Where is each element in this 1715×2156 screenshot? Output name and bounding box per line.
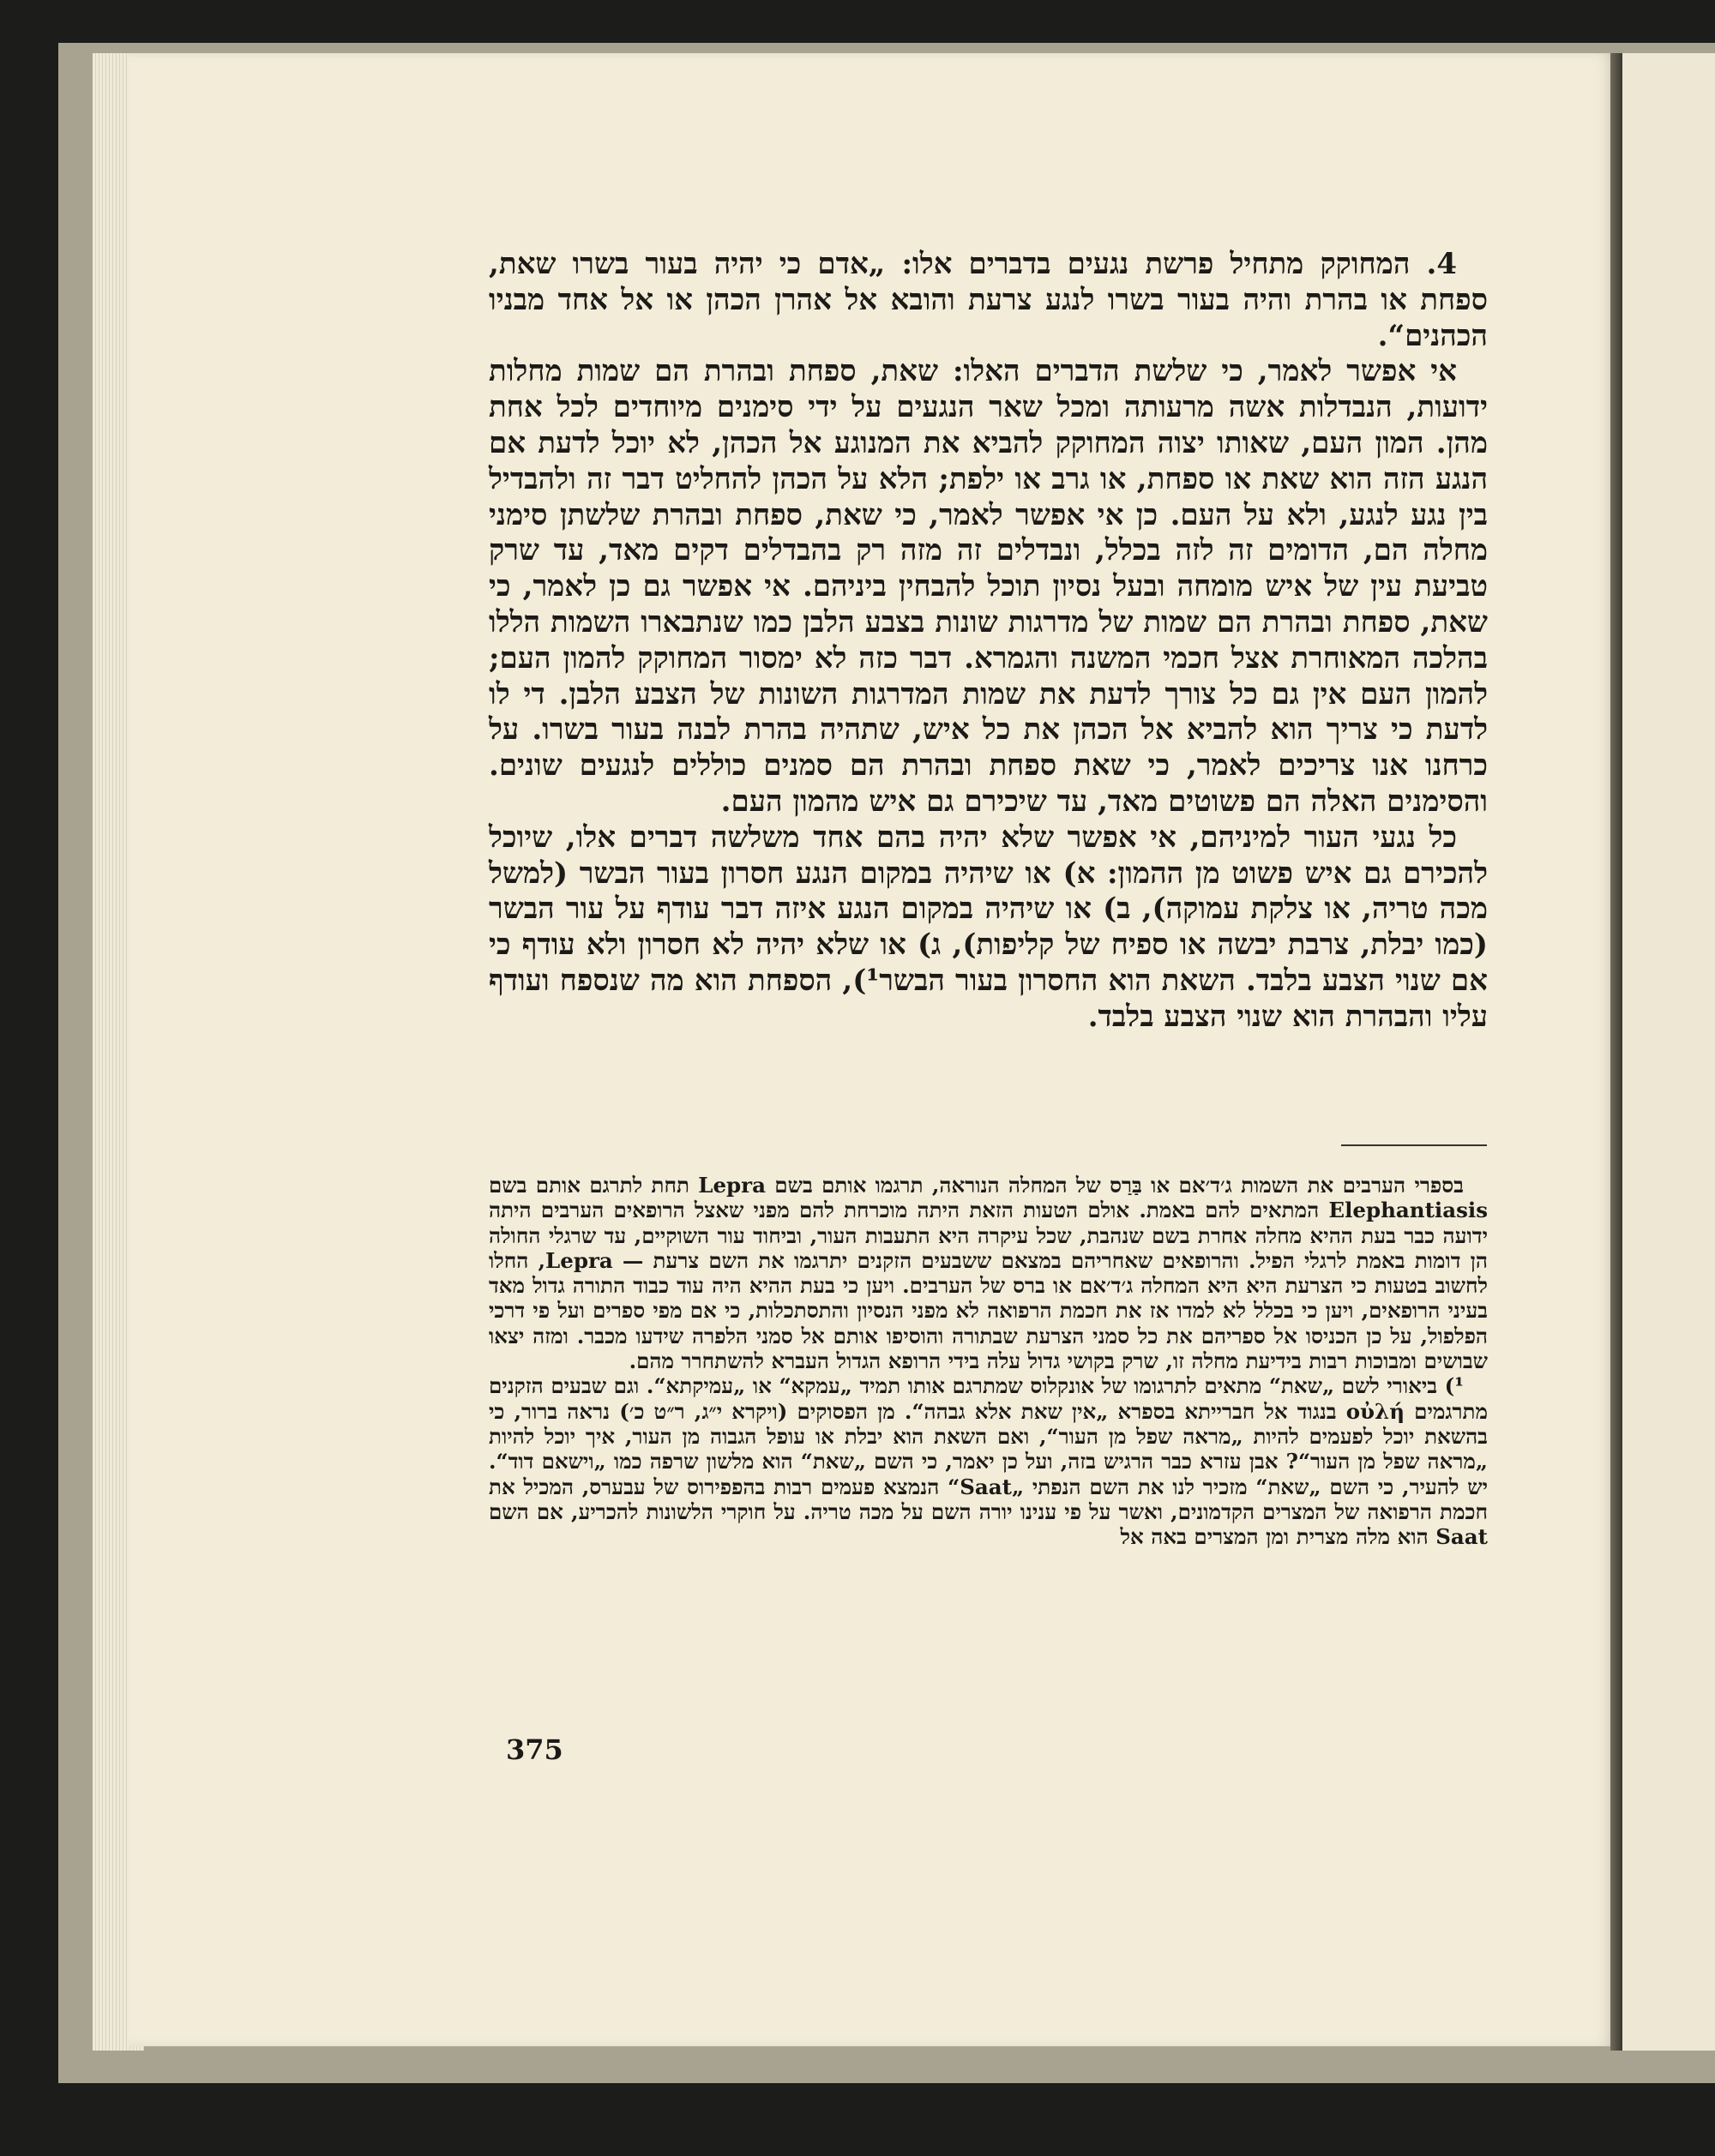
paragraph-section-4: 4. המחוקק מתחיל פרשת נגעים בדברים אלו: „אדם כי יהיה בעור בשרו שאת, ספחת או בהרת והיה בעור בשרו לנגע צרעת והובא אל אהרן הכהן או אל אחד מבניו הכהנים“. bbox=[489, 247, 1488, 353]
book-gutter bbox=[1610, 53, 1622, 2051]
footnotes bbox=[489, 1173, 1488, 1549]
footnote-1: ¹) ביאורי לשם „שאת“ מתאים לתרגומו של אונקלוס שמתרגם אותו תמיד „עמקא“ או „עמיקתא“. וגם שבעים הזקנים מתרגמים οὐλή בנגוד אל חברייתא בספרא „אין שאת אלא גבהה“. מן הפסוקים (ויקרא י״ג, ר״ט כ׳) נראה ברור, כי בהשאת יוכל לפעמים להיות „מראה שפל מן העור“, ואם השאת הוא יבלת או עופל הגבוה מן העור, איך יוכל להיות „מראה שפל מן העור“? אבן עזרא כבר הרגיש בזה, ועל כן יאמר, כי השם „שאת“ הוא מלשון שרפה כמו „וישאם דוד“. יש להעיר, כי השם „שאת“ מזכיר לנו את השם הנפתי „Saat“ הנמצא פעמים רבות בהפפירוס של עבערס, המכיל את חכמת הרפואה של המצרים הקדמונים, ואשר על פי ענינו יורה השם על מכה טריה. על חוקרי הלשונות להכריע, אם השם Saat הוא מלה מצרית ומן המצרים באה אל bbox=[489, 1373, 1488, 1550]
facing-page-edge bbox=[1622, 53, 1715, 2051]
paragraph-signs: כל נגעי העור למיניהם, אי אפשר שלא יהיה בהם אחד משלשה דברים אלו, שיוכל להכירם גם איש פשוט מן ההמון: א) או שיהיה במקום הנגע חסרון בעור הבשר (למשל מכה טריה, או צלקת עמוקה), ב) או שיהיה במקום הנגע איזה דבר עודף על עור הבשר (כמו יבלת, צרבת יבשה או ספיח של קליפות), ג) או שלא יהיה לא חסרון ולא עודף כי אם שנוי הצבע בלבד. השאת הוא החסרון בעור הבשר¹), הספחת הוא מה שנספח ועודף עליו והבהרת הוא שנוי הצבע בלבד. bbox=[489, 820, 1488, 1034]
main-text bbox=[489, 247, 1488, 1036]
page-number: 375 bbox=[506, 1733, 563, 1766]
footnote-continuation: בספרי הערבים את השמות ג׳ד׳אם או בַּרַס של המחלה הנוראה, תרגמו אותם בשם Lepra תחת לתרגם אותם בשם Elephantiasis המתאים להם באמת. אולם הטעות הזאת היתה מוכרחת להם מפני שאצל הרופאים הערבים היתה ידועה כבר בעת ההיא מחלה אחרת בשם שנהבת, שכל עיקרה היא התעבות העור, וביחוד עור השוקיים, עד שרגלי החולה הן דומות באמת לרגלי הפיל. והרופאים שאחריהם במצאם ששבעים הזקנים יתרגמו את השם צרעת — Lepra, החלו לחשוב בטעות כי הצרעת היא היא המחלה ג׳ד׳אם או ברס של הערבים. ויען כי בעת ההיא היה עוד כבוד התורה גדול מאד בעיני הרופאים, ויען כי בכלל לא למדו אז את חכמת הרפואה לא מפני הנסיון והתסתכלות, כי אם מפי ספרים ועל פי דרכי הפלפול, על כן הכניסו אל ספריהם את כל סמני הצרעת שבתורה והוסיפו אותם אל סמני הלפרה שידעו מכבר. ומזה יצאו שבושים ומבוכות רבות בידיעת מחלה זו, שרק בקושי גדול עלה בידי הרופא הגדול העברא להשתחרר מהם. bbox=[489, 1173, 1488, 1374]
paragraph-argument: אי אפשר לאמר, כי שלשת הדברים האלו: שאת, ספחת ובהרת הם שמות מחלות ידועות, הנבדלות אשה מרעותה ומכל שאר הנגעים על ידי סימנים מיוחדים לכל אחת מהן. המון העם, שאותו יצוה המחוקק להביא את המנוגע אל הכהן, לא יוכל לדעת אם הנגע הזה הוא שאת או ספחת, או גרב או ילפת; הלא על הכהן להחליט דבר זה ולהבדיל בין נגע לנגע, ולא על העם. כן אי אפשר לאמר, כי שאת, ספחת ובהרת שלשתן סימני מחלה הם, הדומים זה לזה בכלל, ונבדלים זה מזה רק בהבדלים דקים מאד, עד שרק טביעת עין של איש מומחה ובעל נסיון תוכל להבחין ביניהם. אי אפשר גם כן לאמר, כי שאת, ספחת ובהרת הם שמות של מדרגות שונות בצבע הלבן כמו שנתבארו השמות הללו בהלכה המאוחרת אצל חכמי המשנה והגמרא. דבר כזה לא ימסור המחוקק להמון העם; להמון העם אין גם כל צורך לדעת את שמות המדרגות השונות של הצבע הלבן. די לו לדעת כי צריך הוא להביא אל הכהן את כל איש, שתהיה בהרת לבנה בעור בשרו. על כרחנו אנו צריכים לאמר, כי שאת ספחת ובהרת הם סמנים כוללים לנגעים שונים. והסימנים האלה הם פשוטים מאד, עד שיכירם גם איש מהמון העם. bbox=[489, 354, 1488, 819]
footnote-rule bbox=[1341, 1144, 1487, 1146]
